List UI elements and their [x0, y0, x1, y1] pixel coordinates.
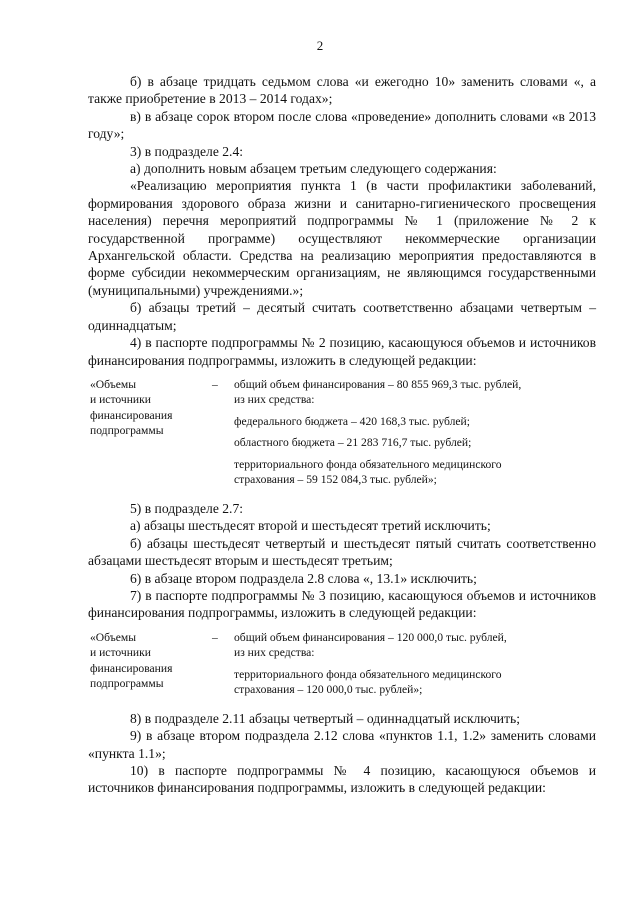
passport-values — [234, 377, 596, 494]
paragraph: а) дополнить новым абзацем третьим следующего содержания: — [130, 161, 497, 177]
page-number: 2 — [316, 38, 324, 53]
funding-passport-table-1 — [88, 377, 596, 494]
paragraph: а) абзацы шестьдесят второй и шестьдесят третий исключить; — [130, 518, 491, 534]
paragraph: 9) в абзаце втором подраздела 2.12 слова «пунктов 1.1, 1.2» заменить словами «пункта 1.1»; — [88, 728, 596, 761]
passport-values — [234, 630, 596, 704]
passport-line: общий объем финансирования – 80 855 969,3 тыс. рублей, — [234, 377, 522, 391]
passport-line: областного бюджета – 21 283 716,7 тыс. рублей; — [234, 436, 472, 450]
paragraph: 4) в паспорте подпрограммы № 2 позицию, касающуюся объемов и источников финансирования подпрограммы, изложить в следующей редакции: — [88, 335, 596, 368]
passport-line: федерального бюджета – 420 168,3 тыс. рублей; — [234, 414, 470, 428]
passport-line: страхования – 59 152 084,3 тыс. рублей»; — [234, 473, 437, 487]
passport-line: страхования – 120 000,0 тыс. рублей»; — [234, 683, 423, 697]
paragraph: в) в абзаце сорок втором после слова «проведение» дополнить словами «в 2013 году»; — [88, 108, 596, 142]
quoted-paragraph: «Реализацию мероприятия пункта 1 (в части профилактики заболеваний, формирования здорового образа жизни и санитарно-гигиенического просвещения населения) перечня мероприятий подпрограммы № 1 (приложение № 2 к государственной программе) осуществляют некоммерческие организации Архангельской области. Средства на реализацию мероприятия предоставляются в форме субсидии некоммерческим организациям, не являющимся государственными (муниципальными) учреждениями.»; — [88, 178, 596, 298]
paragraph: б) абзацы шестьдесят четвертый и шестьдесят пятый считать соответственно абзацами шестьдесят вторым и шестьдесят третьим; — [88, 535, 596, 569]
document-body — [88, 73, 596, 797]
paragraph: 3) в подразделе 2.4: — [130, 143, 244, 159]
paragraph: 10) в паспорте подпрограммы № 4 позицию, касающуюся объемов и источников финансирования подпрограммы, изложить в следующей редакции: — [88, 762, 596, 796]
passport-line: из них средства: — [234, 393, 315, 407]
paragraph: 8) в подразделе 2.11 абзацы четвертый – одиннадцатый исключить; — [130, 710, 521, 726]
passport-dash: – — [212, 377, 218, 391]
passport-line: из них средства: — [234, 646, 315, 660]
paragraph: 6) в абзаце втором подраздела 2.8 слова «, 13.1» исключить; — [130, 570, 477, 586]
passport-label: «Объемы и источники финансирования подпрограммы — [90, 630, 173, 691]
paragraph: б) абзацы третий – десятый считать соответственно абзацами четвертым – одиннадцатым; — [88, 300, 596, 333]
passport-line: общий объем финансирования – 120 000,0 тыс. рублей, — [234, 630, 507, 644]
passport-dash: – — [212, 630, 218, 644]
passport-label: «Объемы и источники финансирования подпрограммы — [90, 377, 173, 438]
passport-line: территориального фонда обязательного медицинского — [234, 457, 502, 471]
paragraph: б) в абзаце тридцать седьмом слова «и ежегодно 10» заменить словами «, а также приобретение в 2013 – 2014 годах»; — [88, 74, 596, 107]
funding-passport-table-2 — [88, 630, 596, 704]
passport-line: территориального фонда обязательного медицинского — [234, 667, 502, 681]
paragraph: 7) в паспорте подпрограммы № 3 позицию, касающуюся объемов и источников финансирования подпрограммы, изложить в следующей редакции: — [88, 587, 596, 621]
paragraph: 5) в подразделе 2.7: — [130, 500, 244, 516]
